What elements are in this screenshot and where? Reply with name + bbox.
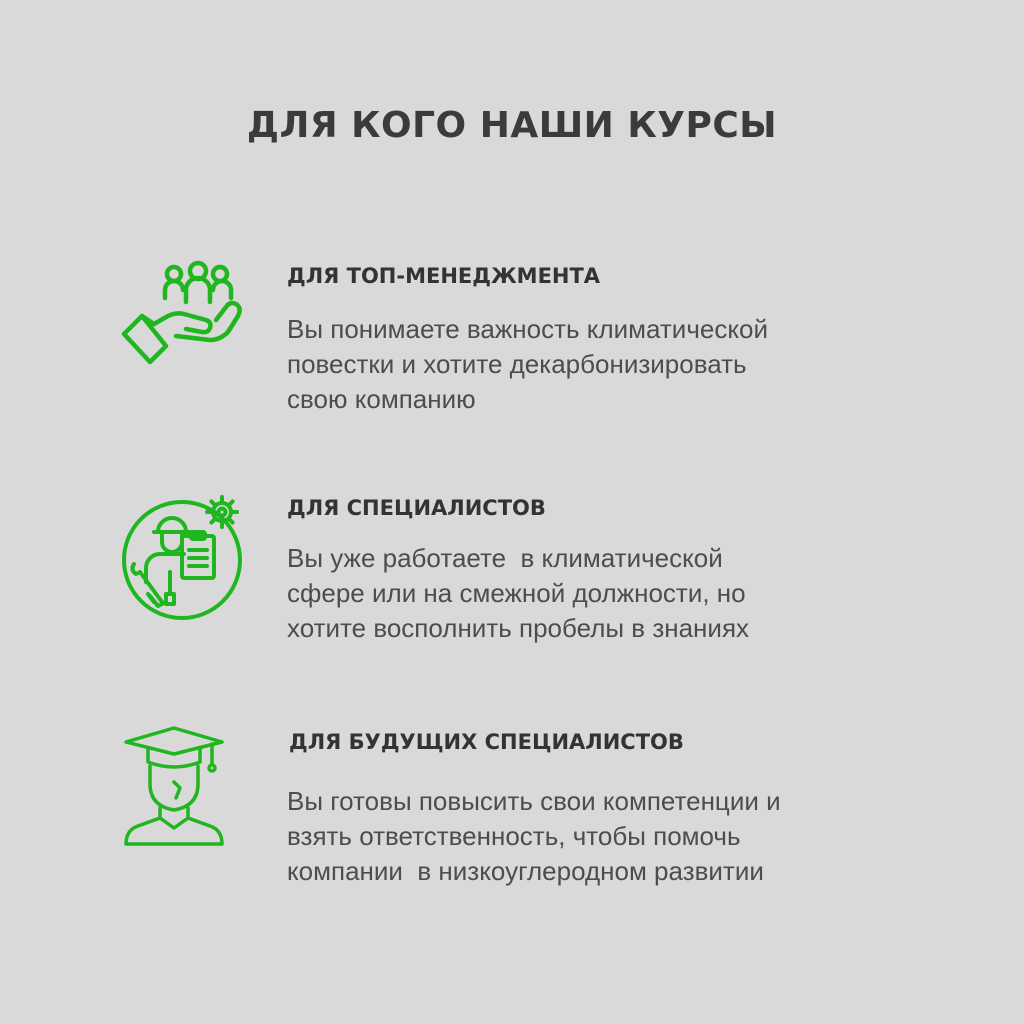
description-line: Вы понимаете важность климатической <box>287 314 768 344</box>
audience-heading: ДЛЯ БУДУЩИХ СПЕЦИАЛИСТОВ <box>289 730 684 754</box>
description-line: взять ответственность, чтобы помочь <box>287 821 741 851</box>
audience-description <box>287 784 887 889</box>
audience-description <box>287 541 887 646</box>
description-line: компании в низкоуглеродном развитии <box>287 856 764 886</box>
team-in-hand-icon <box>120 258 250 368</box>
audience-heading: ДЛЯ ТОП-МЕНЕДЖМЕНТА <box>287 264 601 288</box>
description-line: повестки и хотите декарбонизировать <box>287 349 747 379</box>
description-line: хотите восполнить пробелы в знаниях <box>287 613 750 643</box>
page-title: ДЛЯ КОГО НАШИ КУРСЫ <box>246 105 778 146</box>
audience-description <box>287 312 887 417</box>
graduate-icon <box>120 724 232 850</box>
description-line: Вы готовы повысить свои компетенции и <box>287 786 781 816</box>
description-line: Вы уже работаете в климатической <box>287 543 723 573</box>
specialist-engineer-icon <box>120 492 250 622</box>
description-line: сфере или на смежной должности, но <box>287 578 746 608</box>
audience-heading: ДЛЯ СПЕЦИАЛИСТОВ <box>287 496 546 520</box>
description-line: свою компанию <box>287 384 476 414</box>
